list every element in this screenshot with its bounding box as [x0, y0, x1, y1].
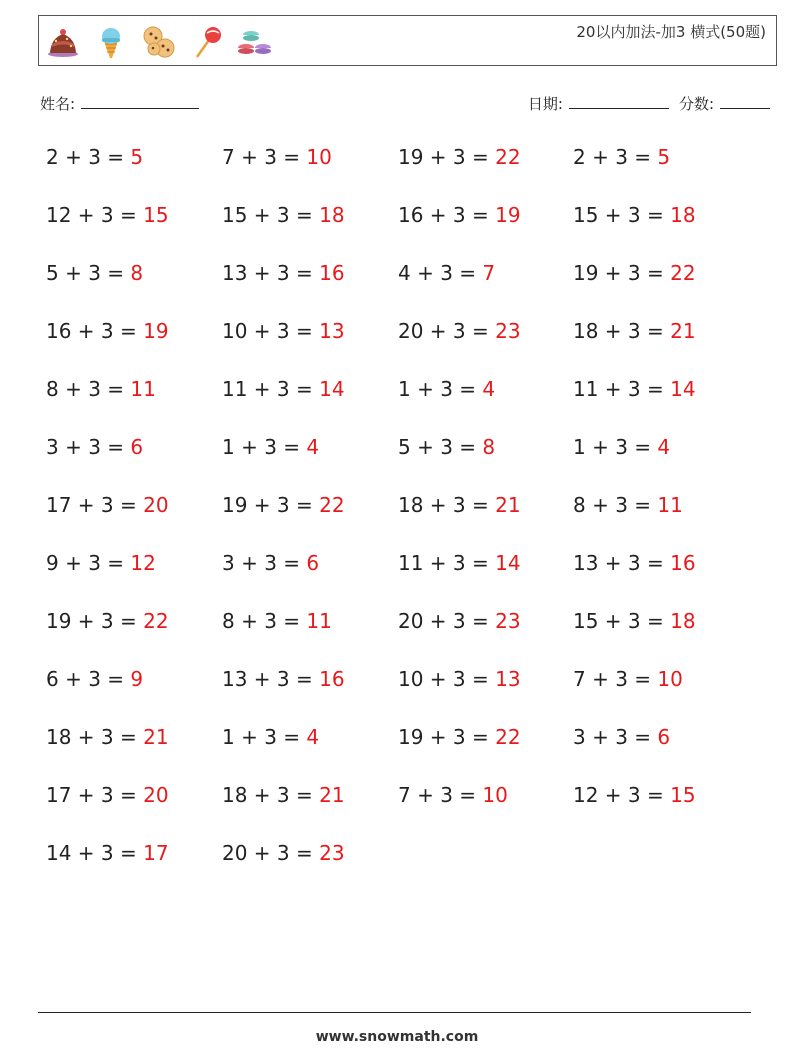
- problem-question: 19 + 3 =: [573, 261, 671, 285]
- problem-item: [222, 377, 345, 401]
- problem-question: 5 + 3 =: [398, 435, 483, 459]
- problem-question: 1 + 3 =: [222, 435, 307, 459]
- problem-question: 8 + 3 =: [46, 377, 131, 401]
- problem-answer: 22: [319, 493, 345, 517]
- problem-item: [46, 667, 143, 691]
- problem-item: [398, 725, 521, 749]
- problem-question: 13 + 3 =: [573, 551, 671, 575]
- problem-answer: 4: [306, 435, 320, 459]
- problem-question: 17 + 3 =: [46, 783, 144, 807]
- problem-item: [573, 551, 696, 575]
- problem-item: [222, 725, 319, 749]
- problem-question: 7 + 3 =: [222, 145, 307, 169]
- name-field: [40, 93, 199, 114]
- problem-item: [573, 377, 696, 401]
- problem-item: [573, 493, 683, 517]
- score-label: 分数:: [678, 95, 714, 113]
- problem-answer: 21: [670, 319, 696, 343]
- problem-question: 12 + 3 =: [46, 203, 144, 227]
- problem-question: 13 + 3 =: [222, 261, 320, 285]
- problem-item: [222, 145, 332, 169]
- problem-question: 20 + 3 =: [222, 841, 320, 865]
- problem-question: 3 + 3 =: [46, 435, 131, 459]
- problem-item: [573, 145, 670, 169]
- problem-question: 10 + 3 =: [398, 667, 496, 691]
- problem-item: [46, 493, 169, 517]
- ice-cream-icon: [93, 24, 129, 60]
- problem-item: [46, 725, 169, 749]
- problem-answer: 23: [495, 319, 521, 343]
- problem-answer: 5: [657, 145, 671, 169]
- problem-answer: 21: [319, 783, 345, 807]
- problem-answer: 15: [670, 783, 696, 807]
- problem-item: [46, 261, 143, 285]
- problem-question: 14 + 3 =: [46, 841, 144, 865]
- problem-item: [222, 667, 345, 691]
- problem-question: 16 + 3 =: [398, 203, 496, 227]
- problem-item: [398, 783, 508, 807]
- problem-item: [222, 319, 345, 343]
- problem-question: 3 + 3 =: [222, 551, 307, 575]
- problem-question: 6 + 3 =: [46, 667, 131, 691]
- problem-answer: 6: [306, 551, 320, 575]
- problem-answer: 20: [143, 783, 169, 807]
- problem-question: 16 + 3 =: [46, 319, 144, 343]
- problem-answer: 22: [670, 261, 696, 285]
- problem-answer: 14: [670, 377, 696, 401]
- problem-question: 10 + 3 =: [222, 319, 320, 343]
- problem-answer: 18: [670, 203, 696, 227]
- problem-question: 5 + 3 =: [46, 261, 131, 285]
- problem-answer: 21: [143, 725, 169, 749]
- problem-answer: 10: [482, 783, 508, 807]
- problem-item: [398, 609, 521, 633]
- problem-item: [573, 435, 670, 459]
- problem-item: [398, 435, 495, 459]
- problem-answer: 4: [306, 725, 320, 749]
- problem-question: 7 + 3 =: [398, 783, 483, 807]
- problem-item: [398, 145, 521, 169]
- problem-question: 15 + 3 =: [573, 203, 671, 227]
- problem-answer: 11: [306, 609, 332, 633]
- footer-divider: [38, 1012, 751, 1013]
- problem-answer: 4: [657, 435, 671, 459]
- problem-item: [222, 493, 345, 517]
- name-blank: [81, 94, 199, 109]
- problem-question: 4 + 3 =: [398, 261, 483, 285]
- score-field: [679, 93, 770, 114]
- problem-answer: 17: [143, 841, 169, 865]
- problem-item: [573, 783, 696, 807]
- problem-question: 9 + 3 =: [46, 551, 131, 575]
- problem-item: [46, 551, 156, 575]
- problem-question: 11 + 3 =: [222, 377, 320, 401]
- problem-item: [222, 203, 345, 227]
- problem-answer: 6: [657, 725, 671, 749]
- problem-question: 20 + 3 =: [398, 319, 496, 343]
- problem-question: 1 + 3 =: [398, 377, 483, 401]
- problem-question: 1 + 3 =: [573, 435, 658, 459]
- problem-item: [222, 551, 319, 575]
- problem-question: 19 + 3 =: [46, 609, 144, 633]
- icon-strip: [45, 22, 273, 62]
- problem-answer: 18: [670, 609, 696, 633]
- problem-answer: 14: [319, 377, 345, 401]
- problem-answer: 5: [130, 145, 144, 169]
- problem-answer: 8: [130, 261, 144, 285]
- problem-answer: 13: [319, 319, 345, 343]
- problem-answer: 8: [482, 435, 496, 459]
- problem-answer: 11: [657, 493, 683, 517]
- header-box: [38, 15, 777, 66]
- score-blank: [720, 94, 770, 109]
- problem-question: 2 + 3 =: [46, 145, 131, 169]
- problem-question: 18 + 3 =: [222, 783, 320, 807]
- problem-question: 19 + 3 =: [398, 725, 496, 749]
- problem-question: 3 + 3 =: [573, 725, 658, 749]
- problem-answer: 19: [495, 203, 521, 227]
- problem-answer: 15: [143, 203, 169, 227]
- problem-answer: 22: [495, 725, 521, 749]
- problem-answer: 11: [130, 377, 156, 401]
- problem-question: 11 + 3 =: [398, 551, 496, 575]
- problem-item: [573, 725, 670, 749]
- problem-item: [398, 203, 521, 227]
- problem-item: [222, 783, 345, 807]
- problem-item: [46, 783, 169, 807]
- problem-answer: 23: [495, 609, 521, 633]
- problem-item: [222, 841, 345, 865]
- problem-question: 7 + 3 =: [573, 667, 658, 691]
- problem-answer: 22: [495, 145, 521, 169]
- problem-item: [398, 377, 495, 401]
- problem-item: [398, 551, 521, 575]
- problem-answer: 14: [495, 551, 521, 575]
- date-field: [528, 93, 669, 114]
- problem-answer: 6: [130, 435, 144, 459]
- problem-answer: 10: [306, 145, 332, 169]
- problem-question: 19 + 3 =: [398, 145, 496, 169]
- worksheet-title: 20以内加法-加3 横式(50题): [576, 23, 766, 41]
- problem-answer: 19: [143, 319, 169, 343]
- problem-question: 8 + 3 =: [222, 609, 307, 633]
- macarons-icon: [237, 24, 273, 60]
- problem-question: 17 + 3 =: [46, 493, 144, 517]
- date-label: 日期:: [527, 95, 563, 113]
- cake-icon: [45, 24, 81, 60]
- problem-answer: 13: [495, 667, 521, 691]
- problem-question: 15 + 3 =: [573, 609, 671, 633]
- name-label: 姓名:: [40, 95, 76, 113]
- problem-question: 20 + 3 =: [398, 609, 496, 633]
- cookies-icon: [141, 24, 177, 60]
- problem-question: 15 + 3 =: [222, 203, 320, 227]
- date-score-fields: [528, 93, 770, 114]
- date-blank: [569, 94, 669, 109]
- problem-question: 1 + 3 =: [222, 725, 307, 749]
- footer-site: www.snowmath.com: [315, 1029, 479, 1045]
- problem-question: 18 + 3 =: [573, 319, 671, 343]
- problem-item: [222, 435, 319, 459]
- problem-answer: 21: [495, 493, 521, 517]
- problem-item: [573, 203, 696, 227]
- problem-answer: 12: [130, 551, 156, 575]
- problem-answer: 23: [319, 841, 345, 865]
- problem-item: [46, 609, 169, 633]
- problem-answer: 20: [143, 493, 169, 517]
- problem-answer: 10: [657, 667, 683, 691]
- problem-item: [222, 261, 345, 285]
- problem-item: [46, 841, 169, 865]
- problem-question: 18 + 3 =: [46, 725, 144, 749]
- problem-question: 2 + 3 =: [573, 145, 658, 169]
- problem-answer: 16: [670, 551, 696, 575]
- problem-item: [46, 435, 143, 459]
- problem-item: [573, 609, 696, 633]
- problem-answer: 16: [319, 667, 345, 691]
- problem-item: [46, 377, 156, 401]
- problem-answer: 7: [482, 261, 496, 285]
- problem-answer: 9: [130, 667, 144, 691]
- problem-item: [46, 203, 169, 227]
- problem-item: [573, 261, 696, 285]
- problem-item: [398, 667, 521, 691]
- problem-item: [573, 319, 696, 343]
- problem-answer: 16: [319, 261, 345, 285]
- problem-item: [46, 319, 169, 343]
- lollipop-icon: [189, 24, 225, 60]
- problem-question: 13 + 3 =: [222, 667, 320, 691]
- problem-item: [573, 667, 683, 691]
- problem-question: 8 + 3 =: [573, 493, 658, 517]
- problem-answer: 22: [143, 609, 169, 633]
- problem-item: [46, 145, 143, 169]
- problem-question: 12 + 3 =: [573, 783, 671, 807]
- problem-answer: 4: [482, 377, 496, 401]
- problem-question: 11 + 3 =: [573, 377, 671, 401]
- problem-answer: 18: [319, 203, 345, 227]
- problem-item: [398, 319, 521, 343]
- problem-question: 18 + 3 =: [398, 493, 496, 517]
- problem-item: [398, 493, 521, 517]
- problem-question: 19 + 3 =: [222, 493, 320, 517]
- problem-item: [398, 261, 495, 285]
- problem-item: [222, 609, 332, 633]
